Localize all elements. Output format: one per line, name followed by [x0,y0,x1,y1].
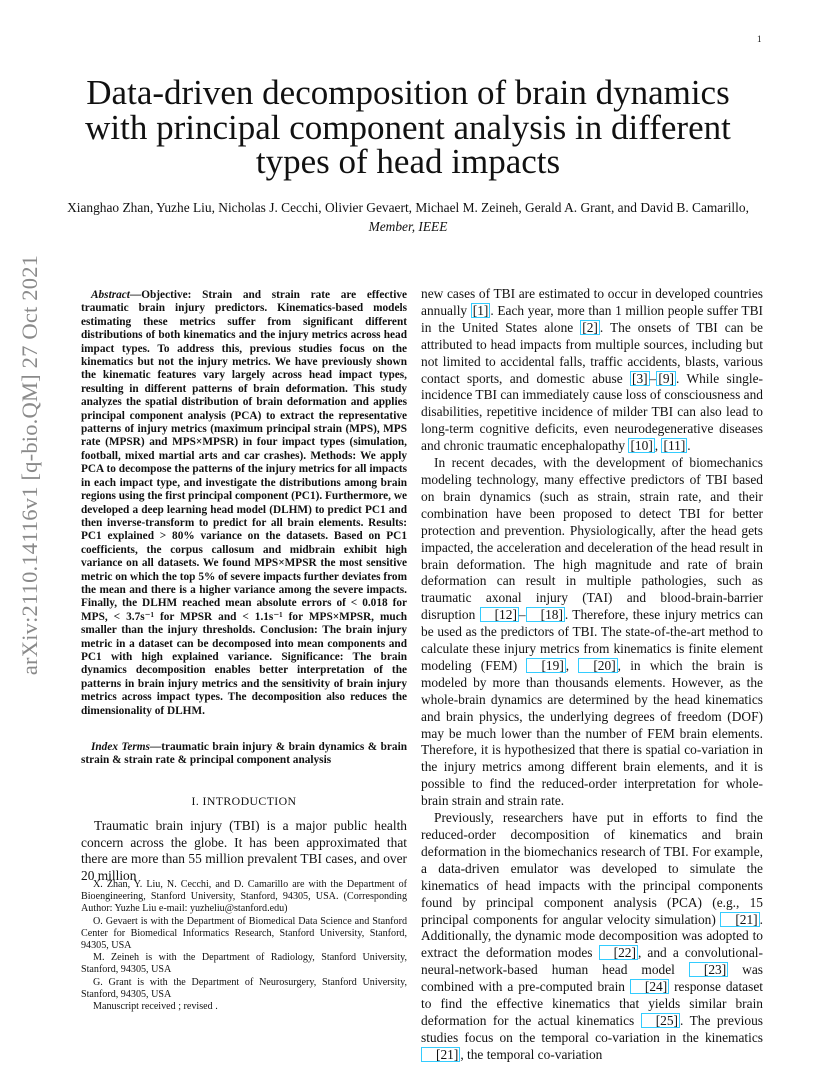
citation-link[interactable]: [21] [421,1047,460,1062]
text-run: Previously, researchers have put in efforts to find the reduced-order decomposition of kinematics and brain deformation in the biomechanics research of TBI. For example, a data-driven emulator was developed to simulate the kinematics of head impacts with the principal components found by principal component analysis (PCA) (e.g., 15 principal components for angular velocity simulation) [421,810,763,927]
abstract-body: —Objective: Strain and strain rate are effective traumatic brain injury predictors. Kinematics-based models estimating these metrics suffer from significant different distributions of both kinematics and the injury metrics across head impact types. To address this, previous studies focus on the kinematics but not the injury metrics. We have previously shown the kinematic features vary largely across head impact types, resulting in different patterns of brain deformation. This study analyzes the spatial distribution of brain deformation and applies principal component analysis (PCA) to extract the representative patterns of injury metrics (maximum principal strain (MPS), MPS rate (MPSR) and MPS×MPSR) in four impact types (simulation, football, mixed martial arts and car crashes). Methods: We apply PCA to decompose the patterns of the injury metrics for all impacts in each impact type, and investigate the distributions among brain regions using the first principal component (PC1). Furthermore, we developed a deep learning head model (DLHM) to predict PC1 and then inverse-transform to predict for all brain elements. Results: PC1 explained > 80% variance on the datasets. Based on PC1 coefficients, the corpus callosum and midbrain exhibit high variance on all datasets. We found MPS×MPSR the most sensitive metric on which the top 5% of severe impacts further deviates from the mean and there is a higher variance among the severe impacts. Finally, the DLHM reached mean absolute errors of < 0.018 for MPS, < 3.7s⁻¹ for MPSR and < 1.1s⁻¹ for MPS×MPSR, much smaller than the injury thresholds. Conclusion: The brain injury metric in a dataset can be decomposed into mean components and PC1 with high explained variance. Significance: The brain dynamics decomposition enables better interpretation of the patterns in brain injury metrics and the sensitivity of brain injury metrics across impact types. The decomposition also reduces the dimensionality of DLHM. [81,289,407,717]
author-list [60,199,756,236]
citation-link[interactable]: [18] [526,607,565,622]
text-run: , and a convolutional-neural-network-based human head model [421,945,763,978]
citation-link[interactable]: [12] [480,607,519,622]
index-terms-body: —traumatic brain injury & brain dynamics & brain strain & strain rate & principal component analysis [81,741,407,767]
index-terms-label: Index Terms [91,741,150,753]
text-run: – [518,607,526,623]
text-run: , [565,657,579,673]
footnotes [81,879,407,1013]
citation-link[interactable]: [25] [641,1013,680,1028]
introduction-paragraph: Traumatic brain injury (TBI) is a major public health concern across the globe. It has been approximated that there are more than 55 million prevalent TBI cases, and over 20 million [81,818,407,884]
body-paragraph [421,286,763,455]
abstract [81,289,407,718]
citation-link[interactable]: [22] [599,945,638,960]
text-run: . The previous studies focus on the temporal co-variation in the kinematics [421,1012,763,1045]
text-run: – [649,370,657,386]
citation-link[interactable]: [9] [658,370,674,386]
footnote: M. Zeineh is with the Department of Radiology, Stanford University, Stanford, 94305, USA [81,952,407,976]
text-run: In recent decades, with the development of biomechanics modeling technology, many effective predictors of TBI based on brain dynamics (such as strain, strain rate, and their combination have been proposed to detect TBI for better protection and prevention. Physiologically, after the head gets impacted, the acceleration and deceleration of the head result in brain deformation. The high magnitude and rate of brain deformation can result in multiple pathologies, such as traumatic axonal injury (TAI) and blood-brain-barrier disruption [421,455,763,623]
section-heading-introduction: I. INTRODUCTION [191,794,297,808]
body-paragraph [421,810,763,1064]
text-run: new cases of TBI are estimated to occur in developed countries annually [421,286,763,318]
citation-link[interactable]: [1] [472,302,489,318]
text-run: response dataset to find the effective kinematics that yields similar brain deformation for the actual kinematics [421,979,763,1028]
text-run: . [687,438,691,454]
text-run: . Additionally, the dynamic mode decomposition was adopted to extract the deformation modes [421,911,763,961]
text-run: , [654,438,662,454]
text-run: , in which the brain is modeled by more than thousands elements. However, as the whole-brain dynamics are determined by the head kinematics and brain physics, the underlying degrees of freedom (DOF) may be much lower than the number of FEM brain elements. Therefore, it is hypothesized that there is spatial co-variation in the injury metrics among different brain elements, and it is possible to find the reduced-order interpretation for whole-brain strain and strain rate. [421,657,764,809]
page-number: 1 [757,34,762,44]
right-column-body [421,286,763,1064]
citation-link[interactable]: [11] [663,438,686,454]
footnote: G. Grant is with the Department of Neurosurgery, Stanford University, Stanford, 94305, USA [81,976,407,1000]
text-run: was combined with a pre-computed brain [421,962,763,995]
abstract-label: Abstract [91,289,130,301]
citation-link[interactable]: [19] [526,658,565,673]
citation-link[interactable]: [23] [689,962,728,977]
citation-link[interactable]: [21] [720,912,759,927]
text-run: . The onsets of TBI can be attributed to head impacts from multiple sources, including but not limited to accidental falls, traffic accidents, blasts, various contact sports, and domestic abuse [421,319,763,386]
index-terms [81,741,407,768]
text-run: , the temporal co-variation [460,1046,603,1062]
citation-link[interactable]: [10] [630,438,653,454]
text-run: . Each year, more than 1 million people suffer TBI in the United States alone [421,302,763,335]
citation-link[interactable]: [24] [630,979,669,994]
text-run: . Therefore, these injury metrics can be used as the predictors of TBI. The state-of-the-art method to calculate these injury metrics from kinematics is finite element modeling (FEM) [421,607,764,673]
text-run: . While single-incidence TBI can immediately cause loss of consciousness and disabilities, repetitive incidence of milder TBI can also lead to long-term cognitive deficits, even neurodegenerative diseases and chronic traumatic encephalopathy [421,370,763,454]
footnote-manuscript-dates: Manuscript received ; revised . [93,1001,218,1013]
paper-title: Data-driven decomposition of brain dynamics with principal component analysis in different types of head impacts [85,73,731,181]
author-membership: Member, IEEE [368,218,448,234]
arxiv-identifier-stamp[interactable]: arXiv:2110.14116v1 [q-bio.QM] 27 Oct 2021 [17,254,42,676]
citation-link[interactable]: [2] [582,319,598,335]
body-paragraph [421,455,763,810]
footnote: O. Gevaert is with the Department of Biomedical Data Science and Stanford Center for Biomedical Informatics Research, Stanford University, Stanford, 94305, USA [81,915,407,952]
author-names: Xianghao Zhan, Yuzhe Liu, Nicholas J. Cecchi, Olivier Gevaert, Michael M. Zeineh, Gerald A. Grant, and David B. Camarillo, [67,200,749,215]
citation-link[interactable]: [3] [632,370,648,386]
footnote: X. Zhan, Y. Liu, N. Cecchi, and D. Camarillo are with the Department of Bioengineering, Stanford University, Stanford, 94305, USA. (Corresponding Author: Yuzhe Liu e-mail: yuzheliu@stanford.edu) [81,879,407,915]
citation-link[interactable]: [20] [578,658,617,673]
